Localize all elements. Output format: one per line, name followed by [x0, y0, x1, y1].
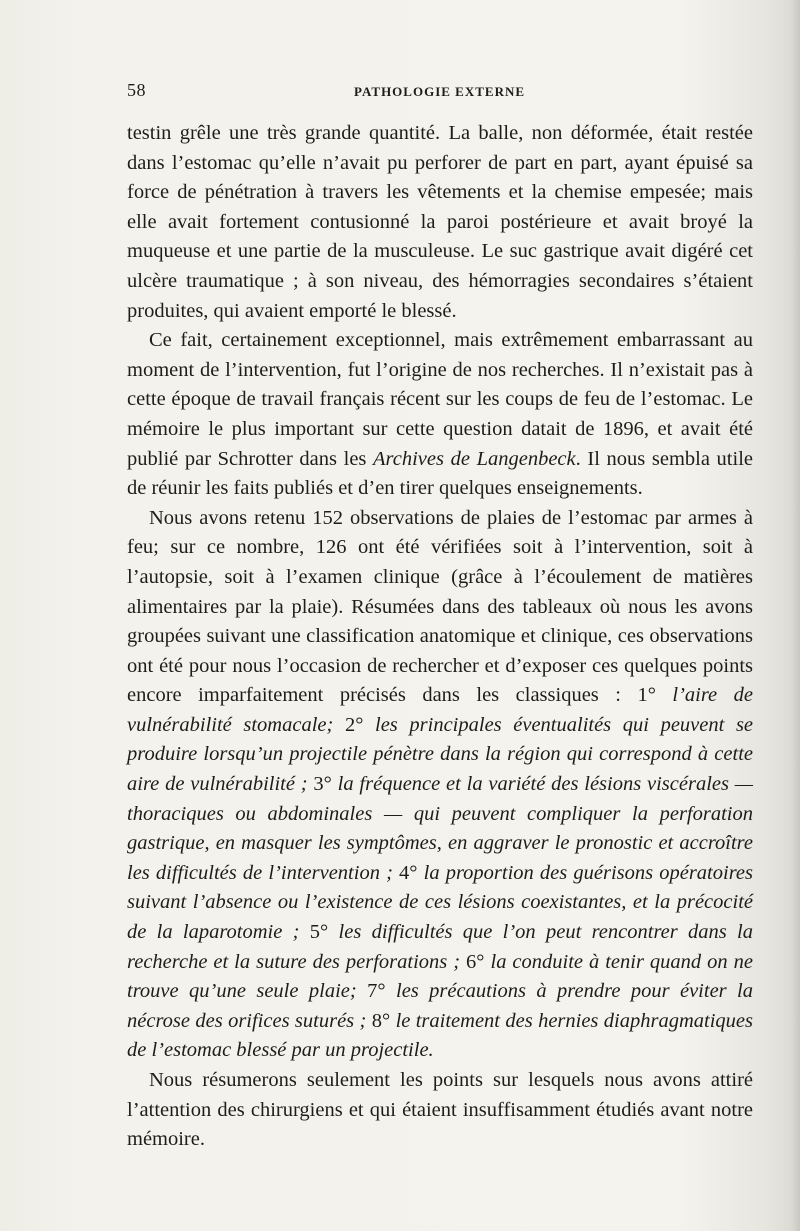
text-run: 3° [307, 773, 338, 796]
text-run: . Il nous sembla utile de réunir les faits publiés et d’en tirer quelques enseignements. [127, 447, 753, 500]
italic-text-run: le traitement des hernies diaphragmatiques de l’estomac blessé par un projectile. [127, 1009, 753, 1062]
body-text [127, 119, 753, 1155]
text-run: Ce fait, certainement exceptionnel, mais extrêmement embarrassant au moment de l’intervention, fut l’origine de nos recherches. Il n’existait pas à cette époque de travail français récent sur les coups de feu de l’estomac. Le mémoire le plus important sur cette question datait de 1896, et avait été publié par Schrotter dans les [127, 329, 753, 470]
text-run: 6° [460, 950, 491, 973]
text-run: 8° [366, 1009, 396, 1032]
italic-text-run: les difficultés que l’on peut rencontrer dans la recherche et la suture des perforations ; [127, 921, 754, 973]
page-header [127, 80, 751, 104]
italic-text-run: les principales éventualités qui peuvent se produire lorsqu’un projectile pénètre dans la région qui correspond à cette aire de vulnérabilité ; [127, 713, 754, 796]
page-number: 58 [127, 80, 146, 100]
paragraph-fait-exceptionnel [127, 326, 753, 504]
text-run: Nous avons retenu 152 observations de plaies de l’estomac par armes à feu; sur ce nombre, 126 ont été vérifiées soit à l’intervention, soit à l’autopsie, soit à l’examen clinique (grâce à l’écoulement de matières alimentaires par la plaie). Résumées dans des tableaux où nous les avons groupées suivant une classification anatomique et clinique, ces observations ont été pour nous l’occasion de rechercher et d’exposer ces quelques points encore imparfaitement précisés dans les classiques : 1° [127, 506, 753, 707]
italic-text-run: la proportion des guérisons opératoires suivant l’absence ou l’existence de ces lésions coexistantes, et la précocité de la laparotomie ; [127, 861, 753, 944]
italic-text-run: les précautions à prendre pour éviter la nécrose des orifices suturés ; [127, 980, 754, 1032]
paragraph-resumerons [127, 1066, 753, 1155]
text-run: 4° [392, 861, 424, 884]
text-run: 7° [356, 980, 396, 1003]
text-run: 5° [299, 921, 339, 944]
page-edge-shadow [790, 0, 800, 1231]
text-run: 2° [333, 713, 376, 736]
italic-text-run: la fréquence et la variété des lésions viscérales — thoraciques ou abdominales — qui peuvent compliquer la perforation gastrique, en masquer les symptômes, en aggraver le pronostic et accroître les difficultés de l’intervention ; [127, 773, 753, 884]
text-run: testin grêle une très grande quantité. La balle, non déformée, était restée dans l’estomac qu’elle n’avait pu perforer de part en part, ayant épuisé sa force de pénétration à travers les vêtements et la chemise empesée; mais elle avait fortement contusionné la paroi postérieure et avait broyé la muqueuse et une partie de la musculeuse. Le suc gastrique avait digéré cet ulcère traumatique ; à son niveau, des hémorragies secondaires s’étaient produites, qui avaient emporté le blessé. [127, 122, 753, 322]
italic-text-run: Archives de Langenbeck [373, 447, 576, 470]
italic-text-run: l’aire de vulnérabilité stomacale; [127, 684, 753, 736]
text-run: Nous résumerons seulement les points sur lesquels nous avons attiré l’attention des chirurgiens et qui étaient insuffisamment étudiés avant notre mémoire. [127, 1069, 753, 1151]
paragraph-continuation [127, 119, 753, 326]
running-title: PATHOLOGIE EXTERNE [354, 84, 526, 99]
paragraph-observations [127, 504, 753, 1066]
italic-text-run: la conduite à tenir quand on ne trouve qu’une seule plaie; [127, 950, 753, 1003]
